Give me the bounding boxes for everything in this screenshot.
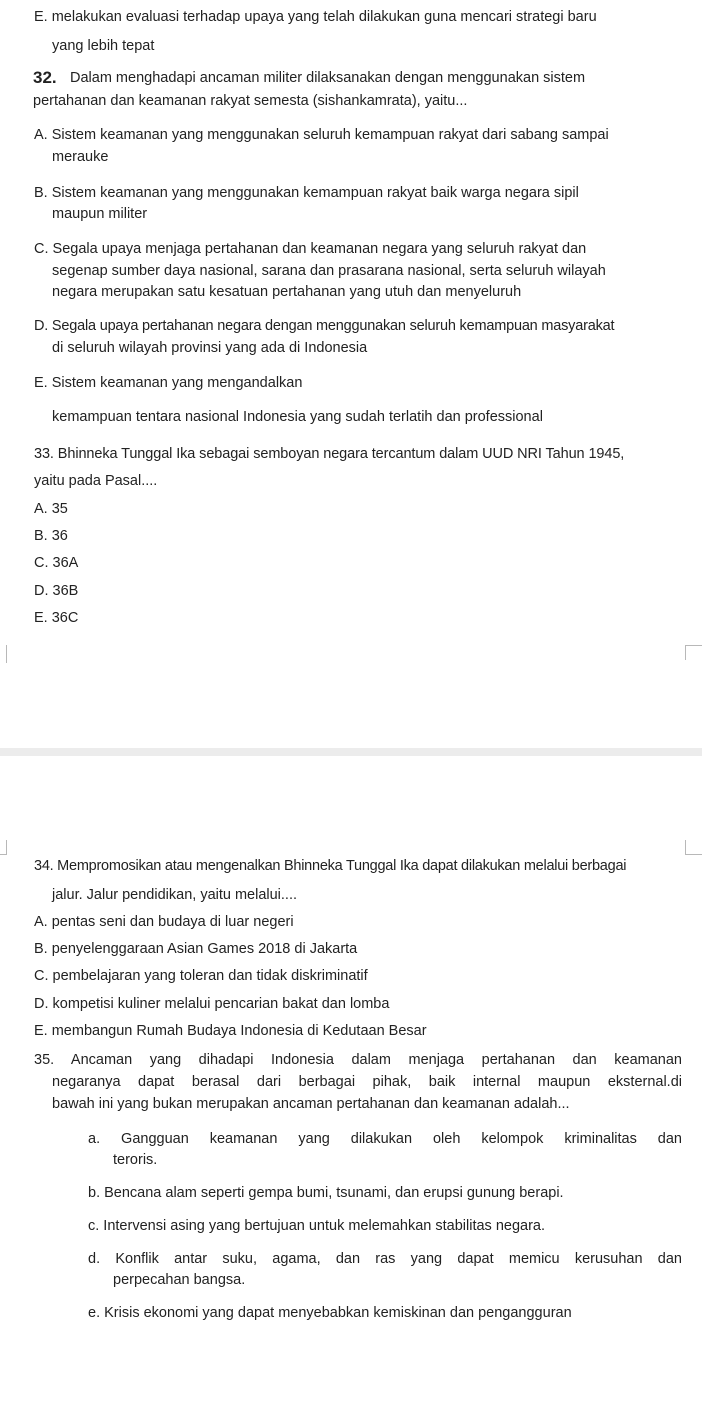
q31-option-e-line1: E. melakukan evaluasi terhadap upaya yang telah dilakukan guna mencari strategi baru: [34, 9, 597, 25]
q34-option-e: E. membangun Rumah Budaya Indonesia di Kedutaan Besar: [34, 1023, 427, 1039]
crop-mark-top-right: [685, 645, 702, 660]
q32-option-b-line2: maupun militer: [52, 206, 148, 222]
q35-stem-line2: negaranya dapat berasal dari berbagai pihak, baik internal maupun eksternal.di: [52, 1074, 682, 1090]
q35-option-c: c. Intervensi asing yang bertujuan untuk melemahkan stabilitas negara.: [88, 1218, 546, 1234]
q32-number: 32.: [33, 68, 57, 87]
q33-option-b: B. 36: [34, 528, 68, 544]
q33-option-c: C. 36A: [34, 555, 79, 571]
q35-stem-line1: 35. Ancaman yang dihadapi Indonesia dalam menjaga pertahanan dan keamanan: [34, 1052, 682, 1068]
crop-mark-top-left: [0, 645, 7, 663]
q32-option-c-line3: negara merupakan satu kesatuan pertahanan yang utuh dan menyeluruh: [52, 284, 522, 300]
q32-option-d-line1: D. Segala upaya pertahanan negara dengan menggunakan seluruh kemampuan masyarakat: [34, 318, 615, 334]
crop-mark-bottom-right: [685, 840, 702, 855]
q34-option-d: D. kompetisi kuliner melalui pencarian bakat dan lomba: [34, 996, 390, 1012]
q34-option-b: B. penyelenggaraan Asian Games 2018 di Jakarta: [34, 941, 358, 957]
q32-stem-line1: Dalam menghadapi ancaman militer dilaksanakan dengan menggunakan sistem: [70, 70, 586, 86]
q35-stem-line3: bawah ini yang bukan merupakan ancaman pertahanan dan keamanan adalah...: [52, 1096, 570, 1112]
q32-option-a-line2: merauke: [52, 149, 109, 165]
q32-option-a-line1: A. Sistem keamanan yang menggunakan seluruh kemampuan rakyat dari sabang sampai: [34, 127, 609, 143]
q33-option-a: A. 35: [34, 501, 68, 517]
q32-option-c-line1: C. Segala upaya menjaga pertahanan dan keamanan negara yang seluruh rakyat dan: [34, 241, 587, 257]
q35-option-e: e. Krisis ekonomi yang dapat menyebabkan kemiskinan dan pengangguran: [88, 1305, 572, 1321]
q33-option-d: D. 36B: [34, 583, 79, 599]
crop-mark-bottom-left: [0, 840, 7, 855]
q35-option-d-line1: d. Konflik antar suku, agama, dan ras yang dapat memicu kerusuhan dan: [88, 1251, 682, 1267]
q35-option-a-line2: teroris.: [113, 1152, 158, 1168]
q33-stem-line2: yaitu pada Pasal....: [34, 473, 158, 489]
q31-option-e-line2: yang lebih tepat: [52, 38, 155, 54]
q34-stem-line2: jalur. Jalur pendidikan, yaitu melalui....: [52, 887, 298, 903]
q33-option-e: E. 36C: [34, 610, 79, 626]
q34-option-a: A. pentas seni dan budaya di luar negeri: [34, 914, 294, 930]
q35-option-d-line2: perpecahan bangsa.: [113, 1272, 246, 1288]
q32-option-d-line2: di seluruh wilayah provinsi yang ada di Indonesia: [52, 340, 368, 356]
q32-option-c-line2: segenap sumber daya nasional, sarana dan prasarana nasional, serta seluruh wilayah: [52, 263, 606, 279]
q33-stem-line1: 33. Bhinneka Tunggal Ika sebagai semboyan negara tercantum dalam UUD NRI Tahun 1945,: [34, 446, 625, 462]
q35-option-a-line1: a. Gangguan keamanan yang dilakukan oleh kelompok kriminalitas dan: [88, 1131, 682, 1147]
q32-stem-line2: pertahanan dan keamanan rakyat semesta (sishankamrata), yaitu...: [33, 93, 468, 109]
q32-option-b-line1: B. Sistem keamanan yang menggunakan kemampuan rakyat baik warga negara sipil: [34, 185, 579, 201]
q35-option-b: b. Bencana alam seperti gempa bumi, tsunami, dan erupsi gunung berapi.: [88, 1185, 564, 1201]
q32-option-e-line1: E. Sistem keamanan yang mengandalkan: [34, 375, 303, 391]
q34-stem-line1: 34. Mempromosikan atau mengenalkan Bhinneka Tunggal Ika dapat dilakukan melalui berbagai: [34, 858, 627, 874]
q32-option-e-line2: kemampuan tentara nasional Indonesia yang sudah terlatih dan professional: [52, 409, 543, 425]
q34-option-c: C. pembelajaran yang toleran dan tidak diskriminatif: [34, 968, 368, 984]
page-separator: [0, 748, 702, 756]
